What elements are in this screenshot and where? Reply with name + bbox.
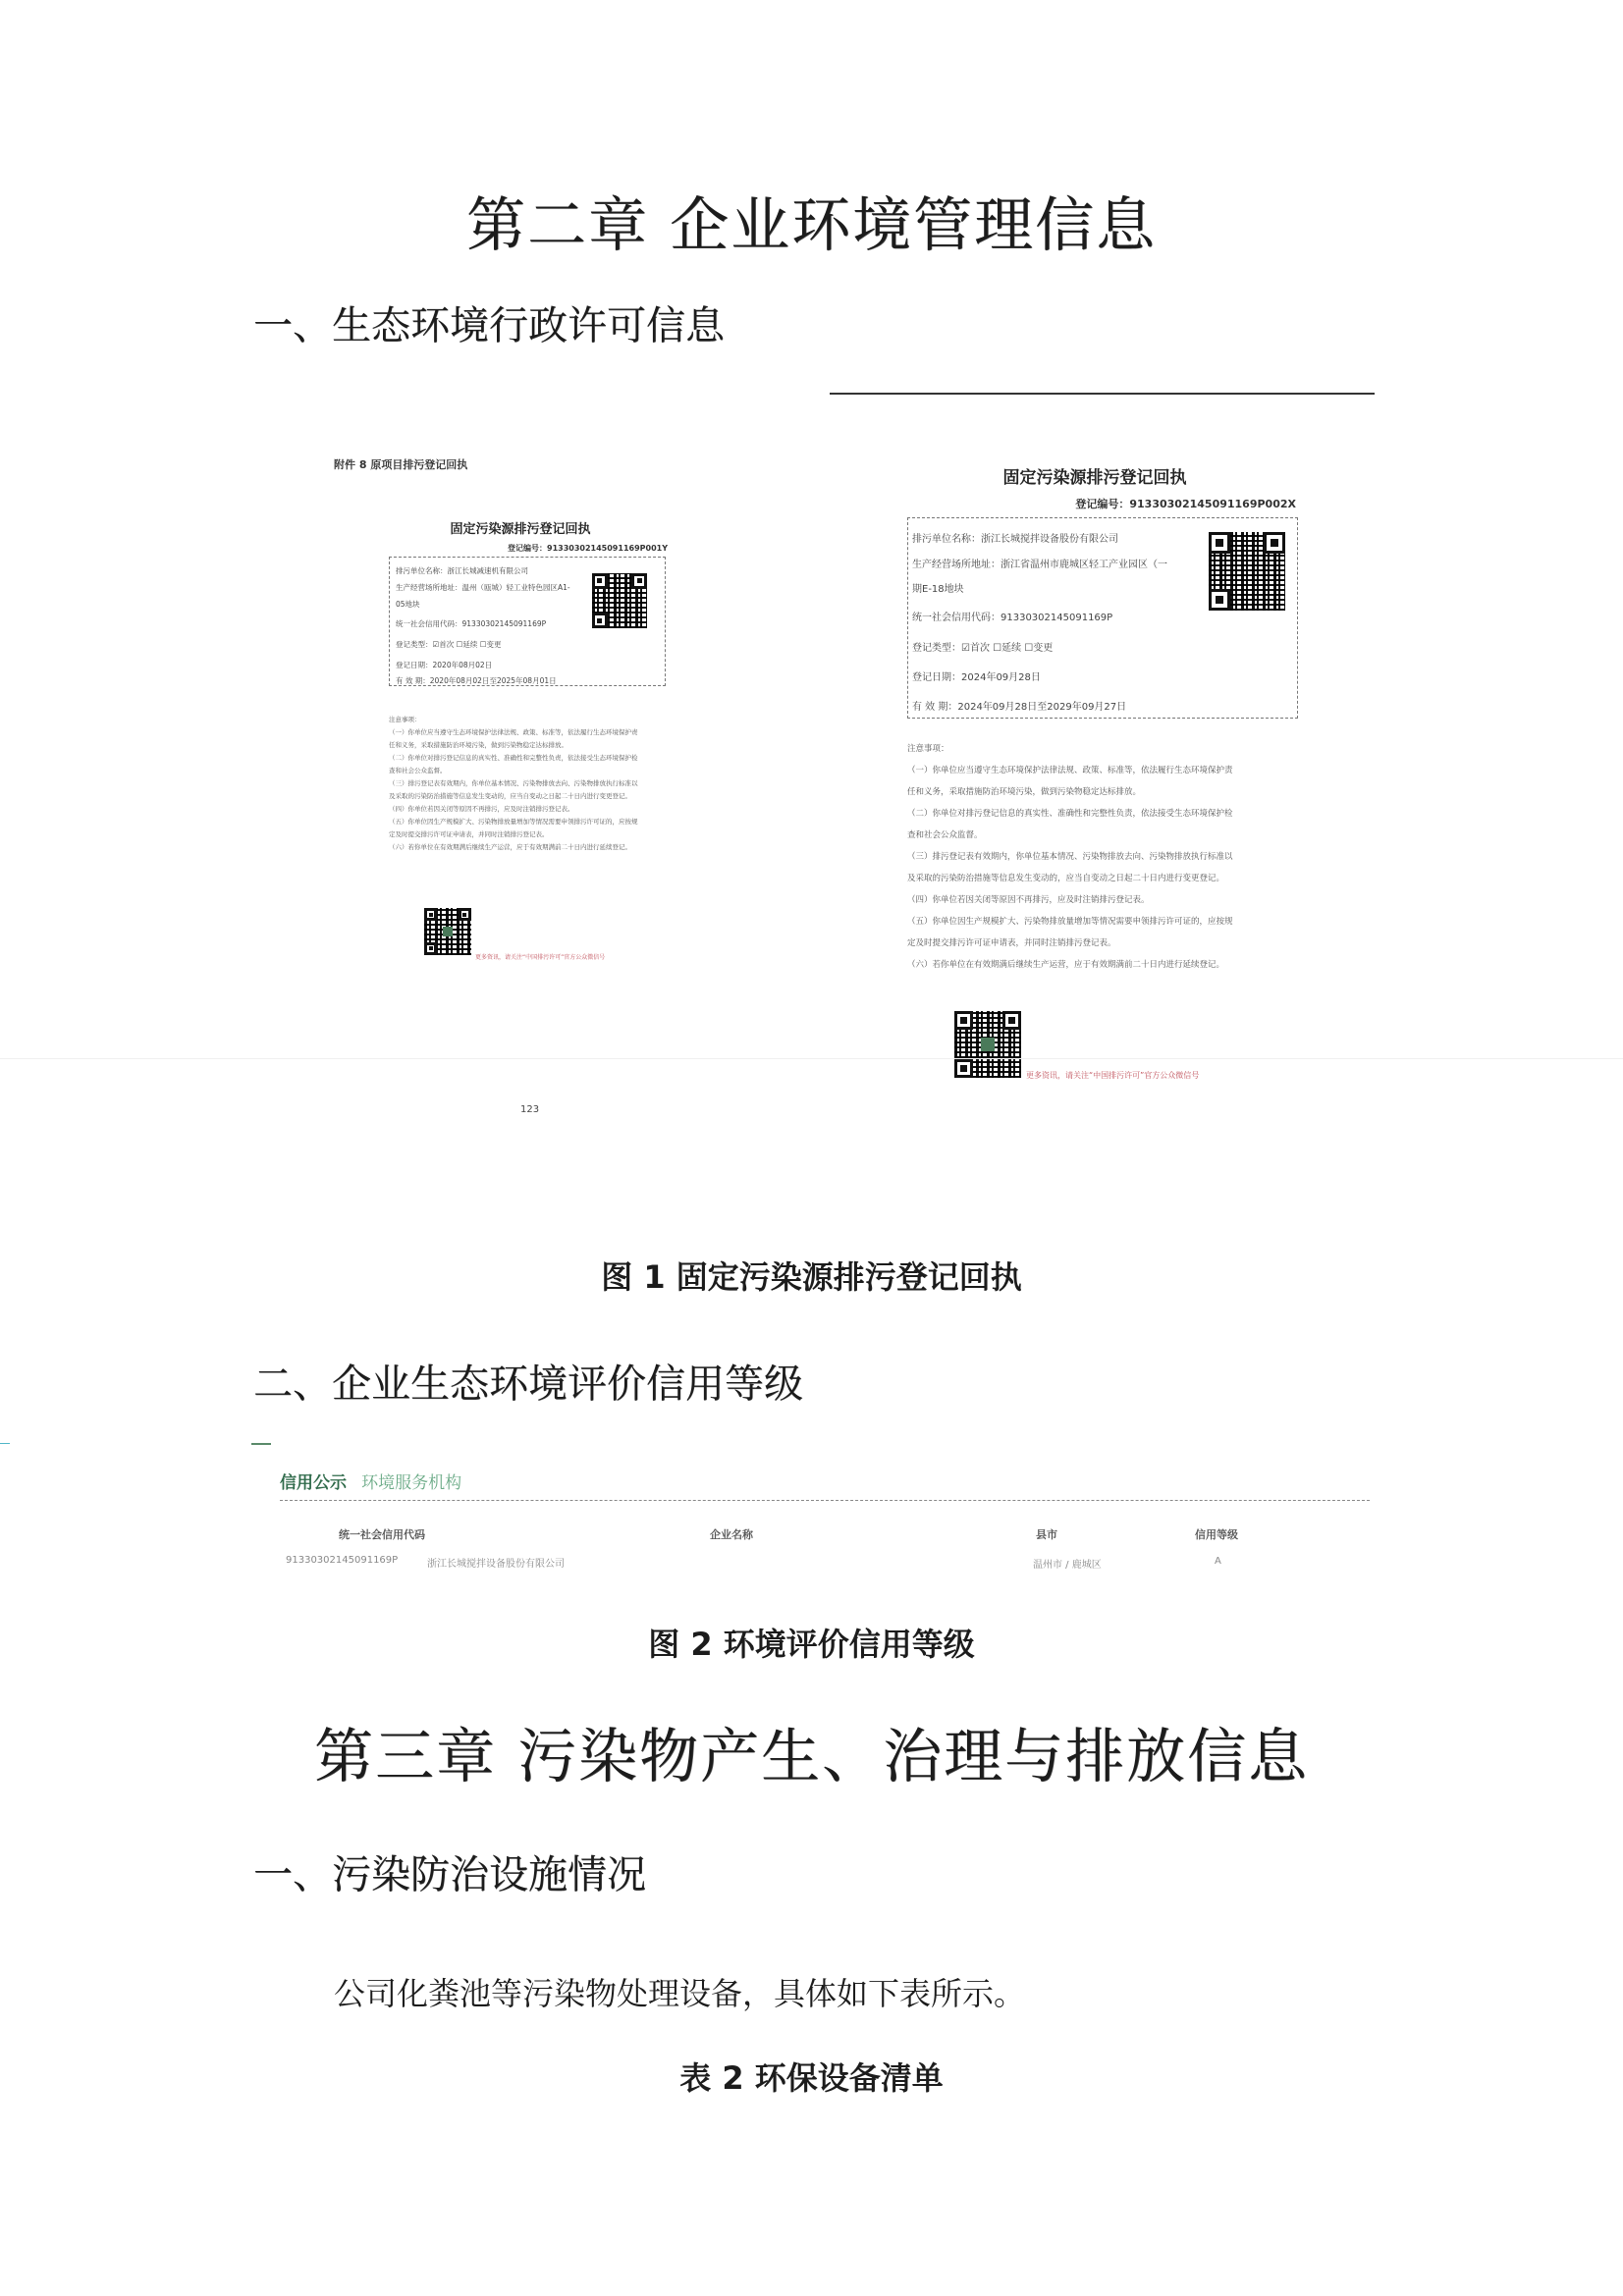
wechat-qr-code-icon (424, 908, 471, 955)
note-line: （二）你单位对排污登记信息的真实性、准确性和完整性负责，依法接受生态环境保护检 (907, 809, 1233, 819)
signature-rule-line (830, 393, 1375, 395)
figure-1-caption: 图 1 固定污染源排污登记回执 (601, 1258, 1022, 1296)
note-line: 任和义务，采取措施防治环境污染，做到污染物稳定达标排放。 (907, 787, 1142, 797)
notes-section (389, 714, 666, 854)
tab-marker (251, 1443, 271, 1445)
notes-title: 注意事项： (907, 744, 949, 754)
note-line: （四）你单位若因关闭等原因不再排污，应及时注销排污登记表。 (389, 805, 574, 813)
note-line: （五）你单位因生产规模扩大、污染物排放量增加等情况需要申领排污许可证的，应按规 (389, 818, 638, 826)
cert-row-date: 登记日期：2020年08月02日 (396, 661, 493, 669)
credit-tabs (280, 1468, 461, 1493)
cert-row-credit-code: 统一社会信用代码：91330302145091169P (912, 613, 1113, 623)
attachment-label: 附件 8 原项目排污登记回执 (334, 458, 468, 471)
note-line: 定及时提交排污许可证申请表，并同时注销排污登记表。 (907, 938, 1116, 948)
tab-credit-disclosure[interactable]: 信用公示 (280, 1473, 347, 1493)
column-header-company-name: 企业名称 (710, 1528, 753, 1541)
cert-row-credit-code: 统一社会信用代码：91330302145091169P (396, 619, 547, 628)
note-line: 查和社会公众监督。 (907, 830, 983, 840)
cell-county: 温州市 / 鹿城区 (1033, 1560, 1102, 1571)
chapter-2-title: 第二章 企业环境管理信息 (465, 191, 1158, 260)
scan-seam-line (0, 1058, 1623, 1059)
note-line: （一）你单位应当遵守生态环境保护法律法规、政策、标准等，依法履行生态环境保护责 (907, 766, 1233, 775)
section-admin-permit-title: 一、生态环境行政许可信息 (253, 303, 725, 348)
note-line: 任和义务，采取措施防治环境污染，做到污染物稳定达标排放。 (389, 741, 568, 749)
column-header-credit-level: 信用等级 (1195, 1528, 1238, 1541)
registration-number: 登记编号：91330302145091169P002X (1075, 498, 1296, 510)
note-line: （二）你单位对排污登记信息的真实性、准确性和完整性负责，依法接受生态环境保护检 (389, 754, 638, 762)
cell-credit-code: 91330302145091169P (286, 1555, 399, 1566)
note-line: 及采取的污染防治措施等信息发生变动的，应当自变动之日起二十日内进行变更登记。 (907, 874, 1225, 883)
certificate-info-box (389, 557, 666, 686)
note-line: 定及时提交排污许可证申请表，并同时注销排污登记表。 (389, 830, 549, 838)
note-line: （五）你单位因生产规模扩大、污染物排放量增加等情况需要申领排污许可证的，应按规 (907, 917, 1233, 927)
section-pollution-facilities-title: 一、污染防治设施情况 (253, 1852, 646, 1897)
cert-row-unit-name: 排污单位名称：浙江长城减速机有限公司 (396, 566, 528, 575)
left-registration-receipt (334, 456, 668, 1124)
note-line: （三）排污登记表有效期内，你单位基本情况、污染物排放去向、污染物排放执行标准以 (389, 779, 638, 787)
promo-text: 更多资讯，请关注“中国排污许可”官方公众微信号 (475, 954, 606, 961)
figure-2-caption: 图 2 环境评价信用等级 (648, 1626, 975, 1663)
tab-env-service-agencies[interactable]: 环境服务机构 (361, 1473, 462, 1493)
cert-row-validity: 有 效 期：2020年08月02日至2025年08月01日 (396, 676, 557, 685)
tab-divider (280, 1500, 1370, 1501)
wechat-qr-code-icon (954, 1011, 1021, 1078)
section-credit-rating-title: 二、企业生态环境评价信用等级 (253, 1362, 803, 1407)
cert-row-address: 生产经营场所地址：浙江省温州市鹿城区轻工产业园区（一 (912, 560, 1167, 570)
cell-credit-level: A (1215, 1556, 1221, 1567)
notes-title: 注意事项： (389, 716, 421, 723)
cert-row-address-cont: 05地块 (396, 600, 420, 609)
cert-row-address: 生产经营场所地址：温州（瓯城）轻工业特色园区A1- (396, 583, 570, 592)
facilities-paragraph: 公司化粪池等污染物处理设备，具体如下表所示。 (334, 1975, 1026, 2012)
certificate-title: 固定污染源排污登记回执 (450, 522, 591, 537)
credit-rating-panel (280, 1463, 1380, 1580)
right-registration-receipt (884, 452, 1316, 1099)
table-2-caption: 表 2 环保设备清单 (679, 2059, 944, 2097)
note-line: （一）你单位应当遵守生态环境保护法律法规、政策、标准等，依法履行生态环境保护责 (389, 728, 638, 736)
registration-number: 登记编号：91330302145091169P001Y (508, 544, 668, 553)
notes-section (907, 738, 1300, 976)
certificate-info-box (907, 517, 1298, 719)
cert-row-address-cont: 期E-18地块 (912, 584, 964, 595)
column-header-credit-code: 统一社会信用代码 (339, 1528, 425, 1541)
note-line: （六）若你单位在有效期满后继续生产运营，应于有效期满前二十日内进行延续登记。 (389, 843, 631, 851)
cert-row-unit-name: 排污单位名称：浙江长城搅拌设备股份有限公司 (912, 534, 1118, 545)
cert-row-type: 登记类型：☑首次 ☐延续 ☐变更 (396, 640, 502, 649)
note-line: （六）若你单位在有效期满后继续生产运营，应于有效期满前二十日内进行延续登记。 (907, 960, 1225, 970)
note-line: 查和社会公众监督。 (389, 767, 447, 774)
edge-accent-line (0, 1443, 10, 1444)
cell-company-name: 浙江长城搅拌设备股份有限公司 (427, 1559, 565, 1570)
note-line: 及采取的污染防治措施等信息发生变动的，应当自变动之日起二十日内进行变更登记。 (389, 792, 631, 800)
page-number: 123 (520, 1104, 540, 1115)
promo-text: 更多资讯，请关注“中国排污许可”官方公众微信号 (1026, 1071, 1200, 1080)
cert-row-type: 登记类型：☑首次 ☐延续 ☐变更 (912, 643, 1054, 654)
qr-code-icon (1209, 532, 1285, 611)
certificate-title: 固定污染源排污登记回执 (1002, 468, 1187, 488)
cert-row-date: 登记日期：2024年09月28日 (912, 672, 1041, 683)
note-line: （四）你单位若因关闭等原因不再排污，应及时注销排污登记表。 (907, 895, 1150, 905)
column-header-county: 县市 (1036, 1528, 1057, 1541)
qr-code-icon (592, 573, 647, 628)
note-line: （三）排污登记表有效期内，你单位基本情况、污染物排放去向、污染物排放执行标准以 (907, 852, 1233, 862)
chapter-3-title: 第三章 污染物产生、治理与排放信息 (313, 1723, 1310, 1791)
cert-row-validity: 有 效 期：2024年09月28日至2029年09月27日 (912, 702, 1127, 713)
